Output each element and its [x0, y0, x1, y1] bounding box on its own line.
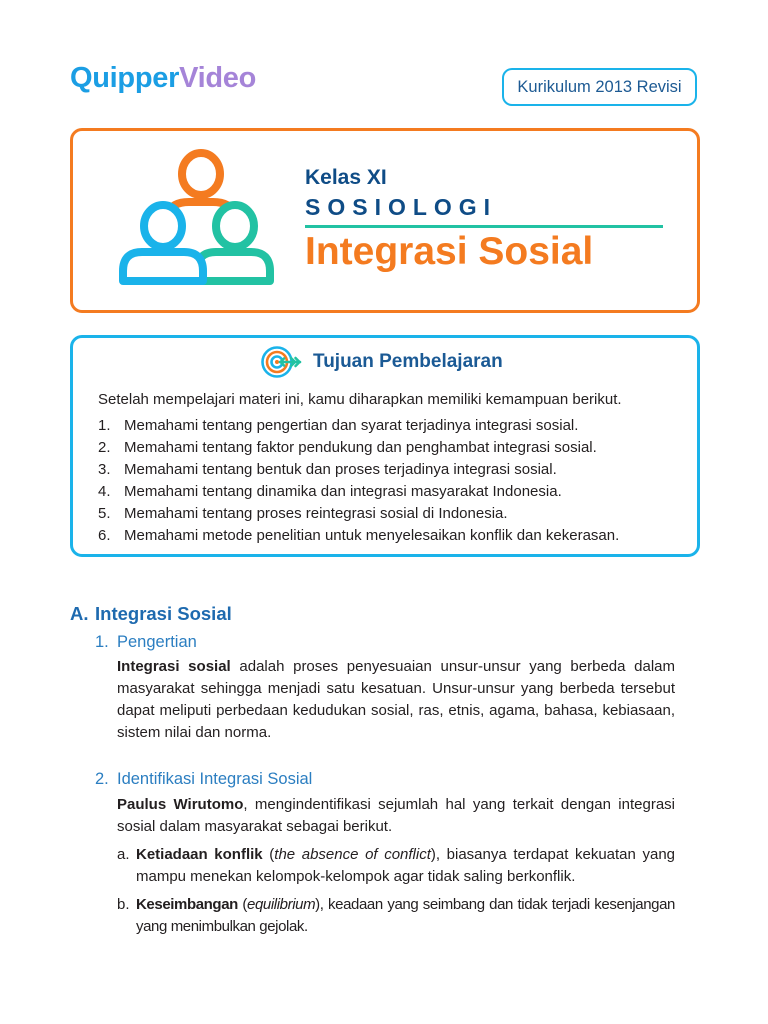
people-group-icon — [110, 145, 280, 295]
left-person-head — [144, 205, 182, 247]
subsection-marker: 1. — [95, 633, 109, 651]
subsection-title: Identifikasi Integrasi Sosial — [117, 770, 313, 788]
target-icon — [258, 344, 304, 380]
right-person-head — [216, 205, 254, 247]
objective-item — [98, 459, 688, 481]
curriculum-badge — [502, 68, 697, 106]
objective-number: 3. — [98, 461, 111, 478]
point-term-english: equilibrium — [247, 896, 316, 913]
definition-text: adalah proses penyesuaian unsur-unsur yang berbeda dalam masyarakat sehingga menjadi satu kesatuan. Unsur-unsur yang berbeda tersebut dapat meliputi perbedaan kedudukan sosial, ras, etnis, agama, bahasa, kebiasaan, sistem nilai dan norma. — [117, 658, 675, 741]
point-body — [136, 844, 675, 888]
point-marker: b. — [117, 896, 130, 913]
objective-item — [98, 437, 688, 459]
objective-text: Memahami tentang faktor pendukung dan penghambat integrasi sosial. — [124, 439, 597, 456]
quipper-video-logo — [70, 61, 256, 95]
author-name: Paulus Wirutomo — [117, 796, 244, 813]
objective-text: Memahami tentang proses reintegrasi sosial di Indonesia. — [124, 505, 508, 522]
logo-brand-text: Quipper — [70, 62, 180, 94]
point-marker: a. — [117, 846, 130, 863]
subsection-marker: 2. — [95, 770, 109, 788]
subsection-heading-definition — [95, 631, 197, 653]
objectives-intro: Setelah mempelajari materi ini, kamu diharapkan memiliki kemampuan berikut. — [98, 391, 622, 408]
identification-text: , mengindentifikasi sejumlah hal yang terkait dengan integrasi sosial dalam masyarakat sebagai berikut. — [117, 796, 675, 835]
left-person-body — [123, 252, 203, 281]
section-title: Integrasi Sosial — [95, 603, 232, 624]
learning-objectives-card — [70, 335, 700, 557]
point-term: Keseimbangan — [136, 896, 238, 913]
top-person-head — [182, 153, 220, 195]
target-bullseye — [275, 360, 279, 364]
cover-card — [70, 128, 700, 313]
point-term-english: the absence of conflict — [274, 846, 431, 863]
title-underline — [305, 225, 663, 228]
section-heading — [70, 602, 232, 626]
objective-number: 1. — [98, 417, 111, 434]
objective-item — [98, 415, 688, 437]
point-body — [136, 894, 675, 938]
objectives-list — [98, 415, 688, 547]
objectives-heading: Tujuan Pembelajaran — [313, 351, 503, 372]
point-paren-open: ( — [237, 896, 248, 913]
right-person-body — [197, 252, 270, 281]
subject-label: SOSIOLOGI — [305, 194, 498, 220]
identification-point — [117, 844, 675, 888]
objective-item — [98, 481, 688, 503]
objective-item — [98, 503, 688, 525]
section-marker: A. — [70, 603, 89, 624]
objective-text: Memahami tentang pengertian dan syarat terjadinya integrasi sosial. — [124, 417, 579, 434]
defined-term: Integrasi sosial — [117, 658, 231, 675]
objective-text: Memahami tentang dinamika dan integrasi masyarakat Indonesia. — [124, 483, 562, 500]
logo-product-text: Video — [179, 62, 257, 94]
objective-number: 5. — [98, 505, 111, 522]
subsection-heading-identification — [95, 768, 312, 790]
objective-number: 4. — [98, 483, 111, 500]
grade-label: Kelas XI — [305, 166, 387, 189]
point-paren-open: ( — [262, 846, 275, 863]
objective-item — [98, 525, 688, 547]
objective-text: Memahami tentang bentuk dan proses terjadinya integrasi sosial. — [124, 461, 557, 478]
objective-number: 6. — [98, 527, 111, 544]
identification-paragraph — [117, 794, 675, 838]
curriculum-badge-label: Kurikulum 2013 Revisi — [517, 77, 682, 96]
topic-title: Integrasi Sosial — [305, 230, 594, 273]
objective-text: Memahami metode penelitian untuk menyelesaikan konflik dan kekerasan. — [124, 527, 620, 544]
identification-point — [117, 894, 675, 938]
subsection-title: Pengertian — [117, 633, 197, 651]
objective-number: 2. — [98, 439, 111, 456]
point-text: ), keadaan yang seimbang dan tidak terjadi kesenjangan yang menimbulkan gejolak. — [136, 896, 675, 935]
point-term: Ketiadaan konflik — [136, 846, 263, 863]
point-text: ), biasanya terdapat kekuatan yang mampu menekan kelompok-kelompok agar tidak saling berkonflik. — [136, 846, 676, 885]
definition-paragraph — [117, 656, 675, 744]
